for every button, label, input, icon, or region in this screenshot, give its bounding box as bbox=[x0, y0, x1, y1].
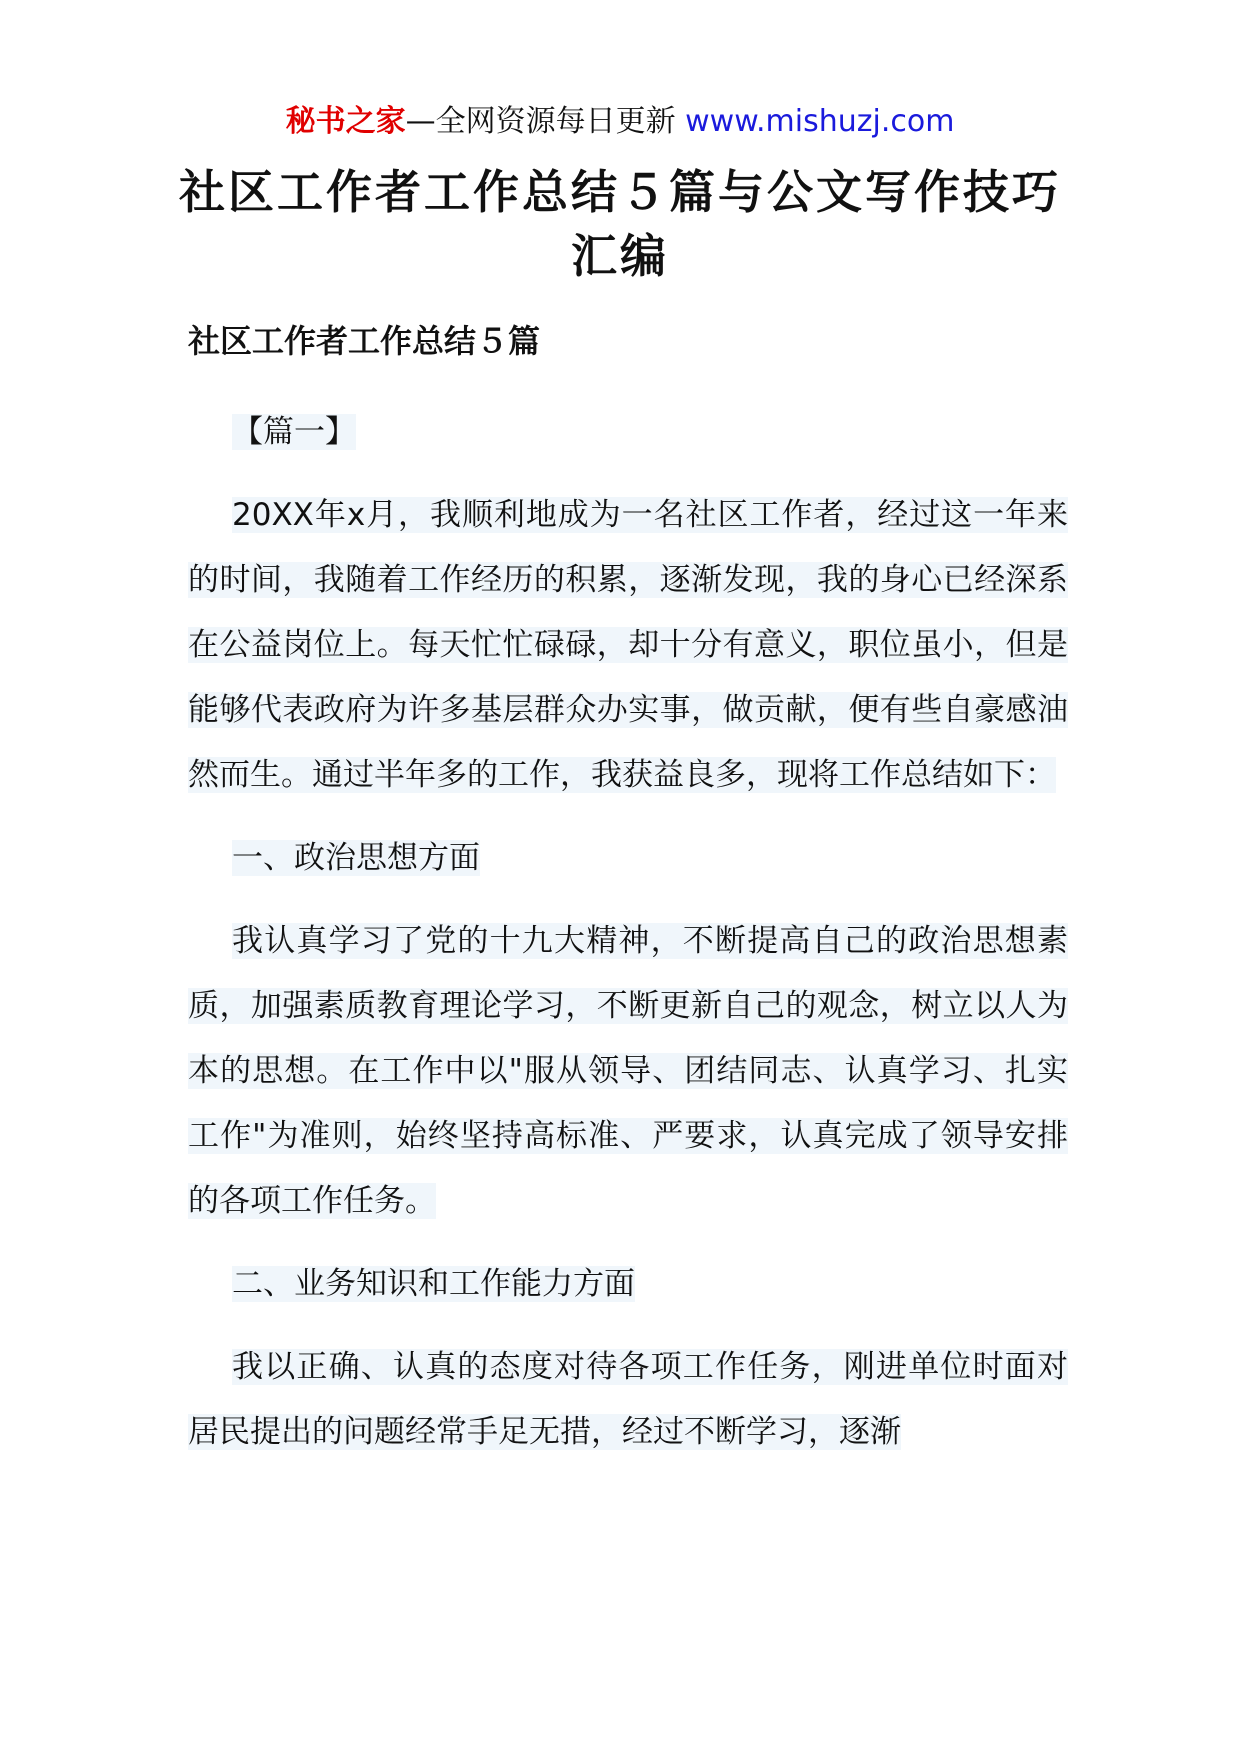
brand-name: 秘书之家 bbox=[285, 104, 406, 139]
paragraph-text: 二、业务知识和工作能力方面 bbox=[232, 1266, 635, 1302]
paragraph-intro bbox=[188, 483, 1068, 808]
document-title: 社区工作者工作总结５篇与公文写作技巧汇编 bbox=[179, 165, 1061, 283]
paragraph-subheading-political bbox=[188, 826, 1068, 891]
document-body bbox=[188, 316, 1068, 1483]
paragraph-text: 我以正确、认真的态度对待各项工作任务，刚进单位时面对居民提出的问题经常手足无措，经过不断学习，逐渐 bbox=[188, 1349, 1068, 1450]
site-url-link[interactable]: www.mishuzj.com bbox=[685, 104, 955, 139]
site-header bbox=[0, 102, 1240, 142]
paragraph-text: 一、政治思想方面 bbox=[232, 840, 480, 876]
paragraph-subheading-business bbox=[188, 1252, 1068, 1317]
section-heading: 社区工作者工作总结５篇 bbox=[188, 322, 541, 360]
paragraph-political bbox=[188, 909, 1068, 1234]
paragraph-part-label bbox=[188, 400, 1068, 465]
paragraph-text: 我认真学习了党的十九大精神，不断提高自己的政治思想素质，加强素质教育理论学习，不断更新自己的观念，树立以人为本的思想。在工作中以"服从领导、团结同志、认真学习、扎实工作"为准则，始终坚持高标准、严要求，认真完成了领导安排的各项工作任务。 bbox=[188, 923, 1068, 1219]
paragraph-text: 20XX年x月，我顺利地成为一名社区工作者，经过这一年来的时间，我随着工作经历的积累，逐渐发现，我的身心已经深系在公益岗位上。每天忙忙碌碌，却十分有意义，职位虽小，但是能够代表政府为许多基层群众办实事，做贡献，便有些自豪感油然而生。通过半年多的工作，我获益良多，现将工作总结如下： bbox=[188, 497, 1068, 793]
paragraph-business bbox=[188, 1335, 1068, 1465]
paragraph-text: 【篇一】 bbox=[232, 414, 356, 450]
header-tagline: —全网资源每日更新 bbox=[405, 104, 676, 139]
